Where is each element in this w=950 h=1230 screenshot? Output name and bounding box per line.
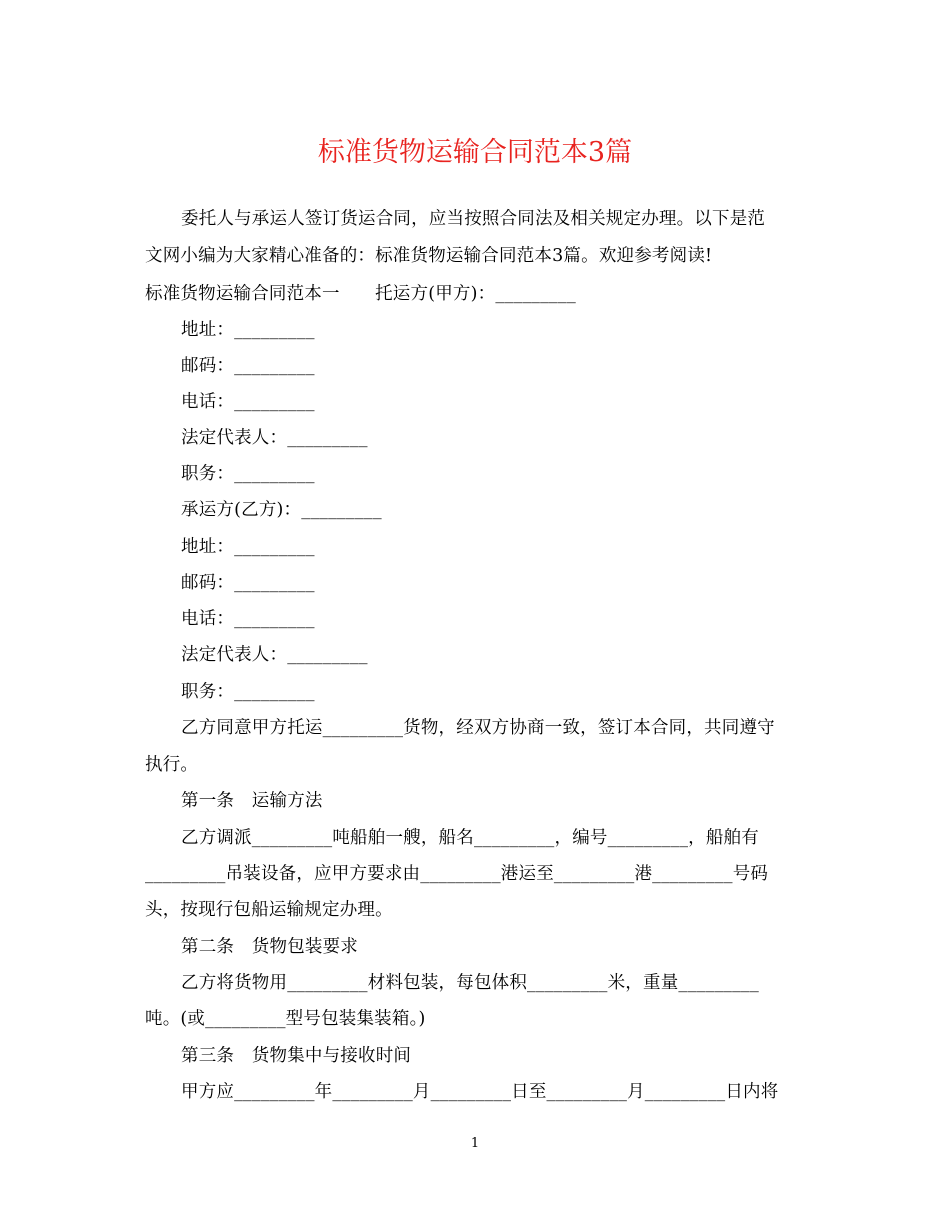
agreement-line-2: 执行。	[145, 755, 199, 775]
party-b-address: 地址：_________	[181, 537, 315, 557]
party-b-phone: 电话：_________	[181, 609, 315, 629]
article-2-heading: 第二条 货物包装要求	[181, 937, 358, 957]
agreement-line-1: 乙方同意甲方托运_________货物，经双方协商一致，签订本合同，共同遵守	[181, 718, 775, 738]
article-1-line-3: 头，按现行包船运输规定办理。	[145, 900, 393, 920]
article-1-heading: 第一条 运输方法	[181, 791, 323, 811]
intro-line-2: 文网小编为大家精心准备的：标准货物运输合同范本3篇。欢迎参考阅读!	[145, 246, 713, 266]
party-b-legal-rep: 法定代表人：_________	[181, 645, 368, 665]
article-2-line-2: 吨。(或_________型号包装集装箱。)	[145, 1009, 426, 1029]
intro-line-1: 委托人与承运人签订货运合同，应当按照合同法及相关规定办理。以下是范	[181, 209, 766, 229]
page-number: 1	[470, 1136, 480, 1151]
party-a-position: 职务：_________	[181, 464, 315, 484]
article-1-line-1: 乙方调派_________吨船舶一艘，船名_________，编号_________，船舶有	[181, 828, 759, 848]
article-1-line-2: _________吊装设备，应甲方要求由_________港运至_________港_________号码	[145, 864, 769, 884]
party-a-legal-rep: 法定代表人：_________	[181, 428, 368, 448]
article-3-line-1: 甲方应_________年_________月_________日至_________月_________日内将	[181, 1082, 779, 1102]
party-a-address: 地址：_________	[181, 320, 315, 340]
party-a-phone: 电话：_________	[181, 392, 315, 412]
contract-one-heading: 标准货物运输合同范本一 托运方(甲方)：_________	[145, 284, 576, 304]
article-3-heading: 第三条 货物集中与接收时间	[181, 1046, 412, 1066]
party-a-postcode: 邮码：_________	[181, 356, 315, 376]
article-2-line-1: 乙方将货物用_________材料包装，每包体积_________米，重量_________	[181, 973, 759, 993]
document-title: 标准货物运输合同范本3篇	[317, 137, 633, 168]
party-b-heading: 承运方(乙方)：_________	[181, 500, 382, 520]
party-b-postcode: 邮码：_________	[181, 573, 315, 593]
party-b-position: 职务：_________	[181, 682, 315, 702]
